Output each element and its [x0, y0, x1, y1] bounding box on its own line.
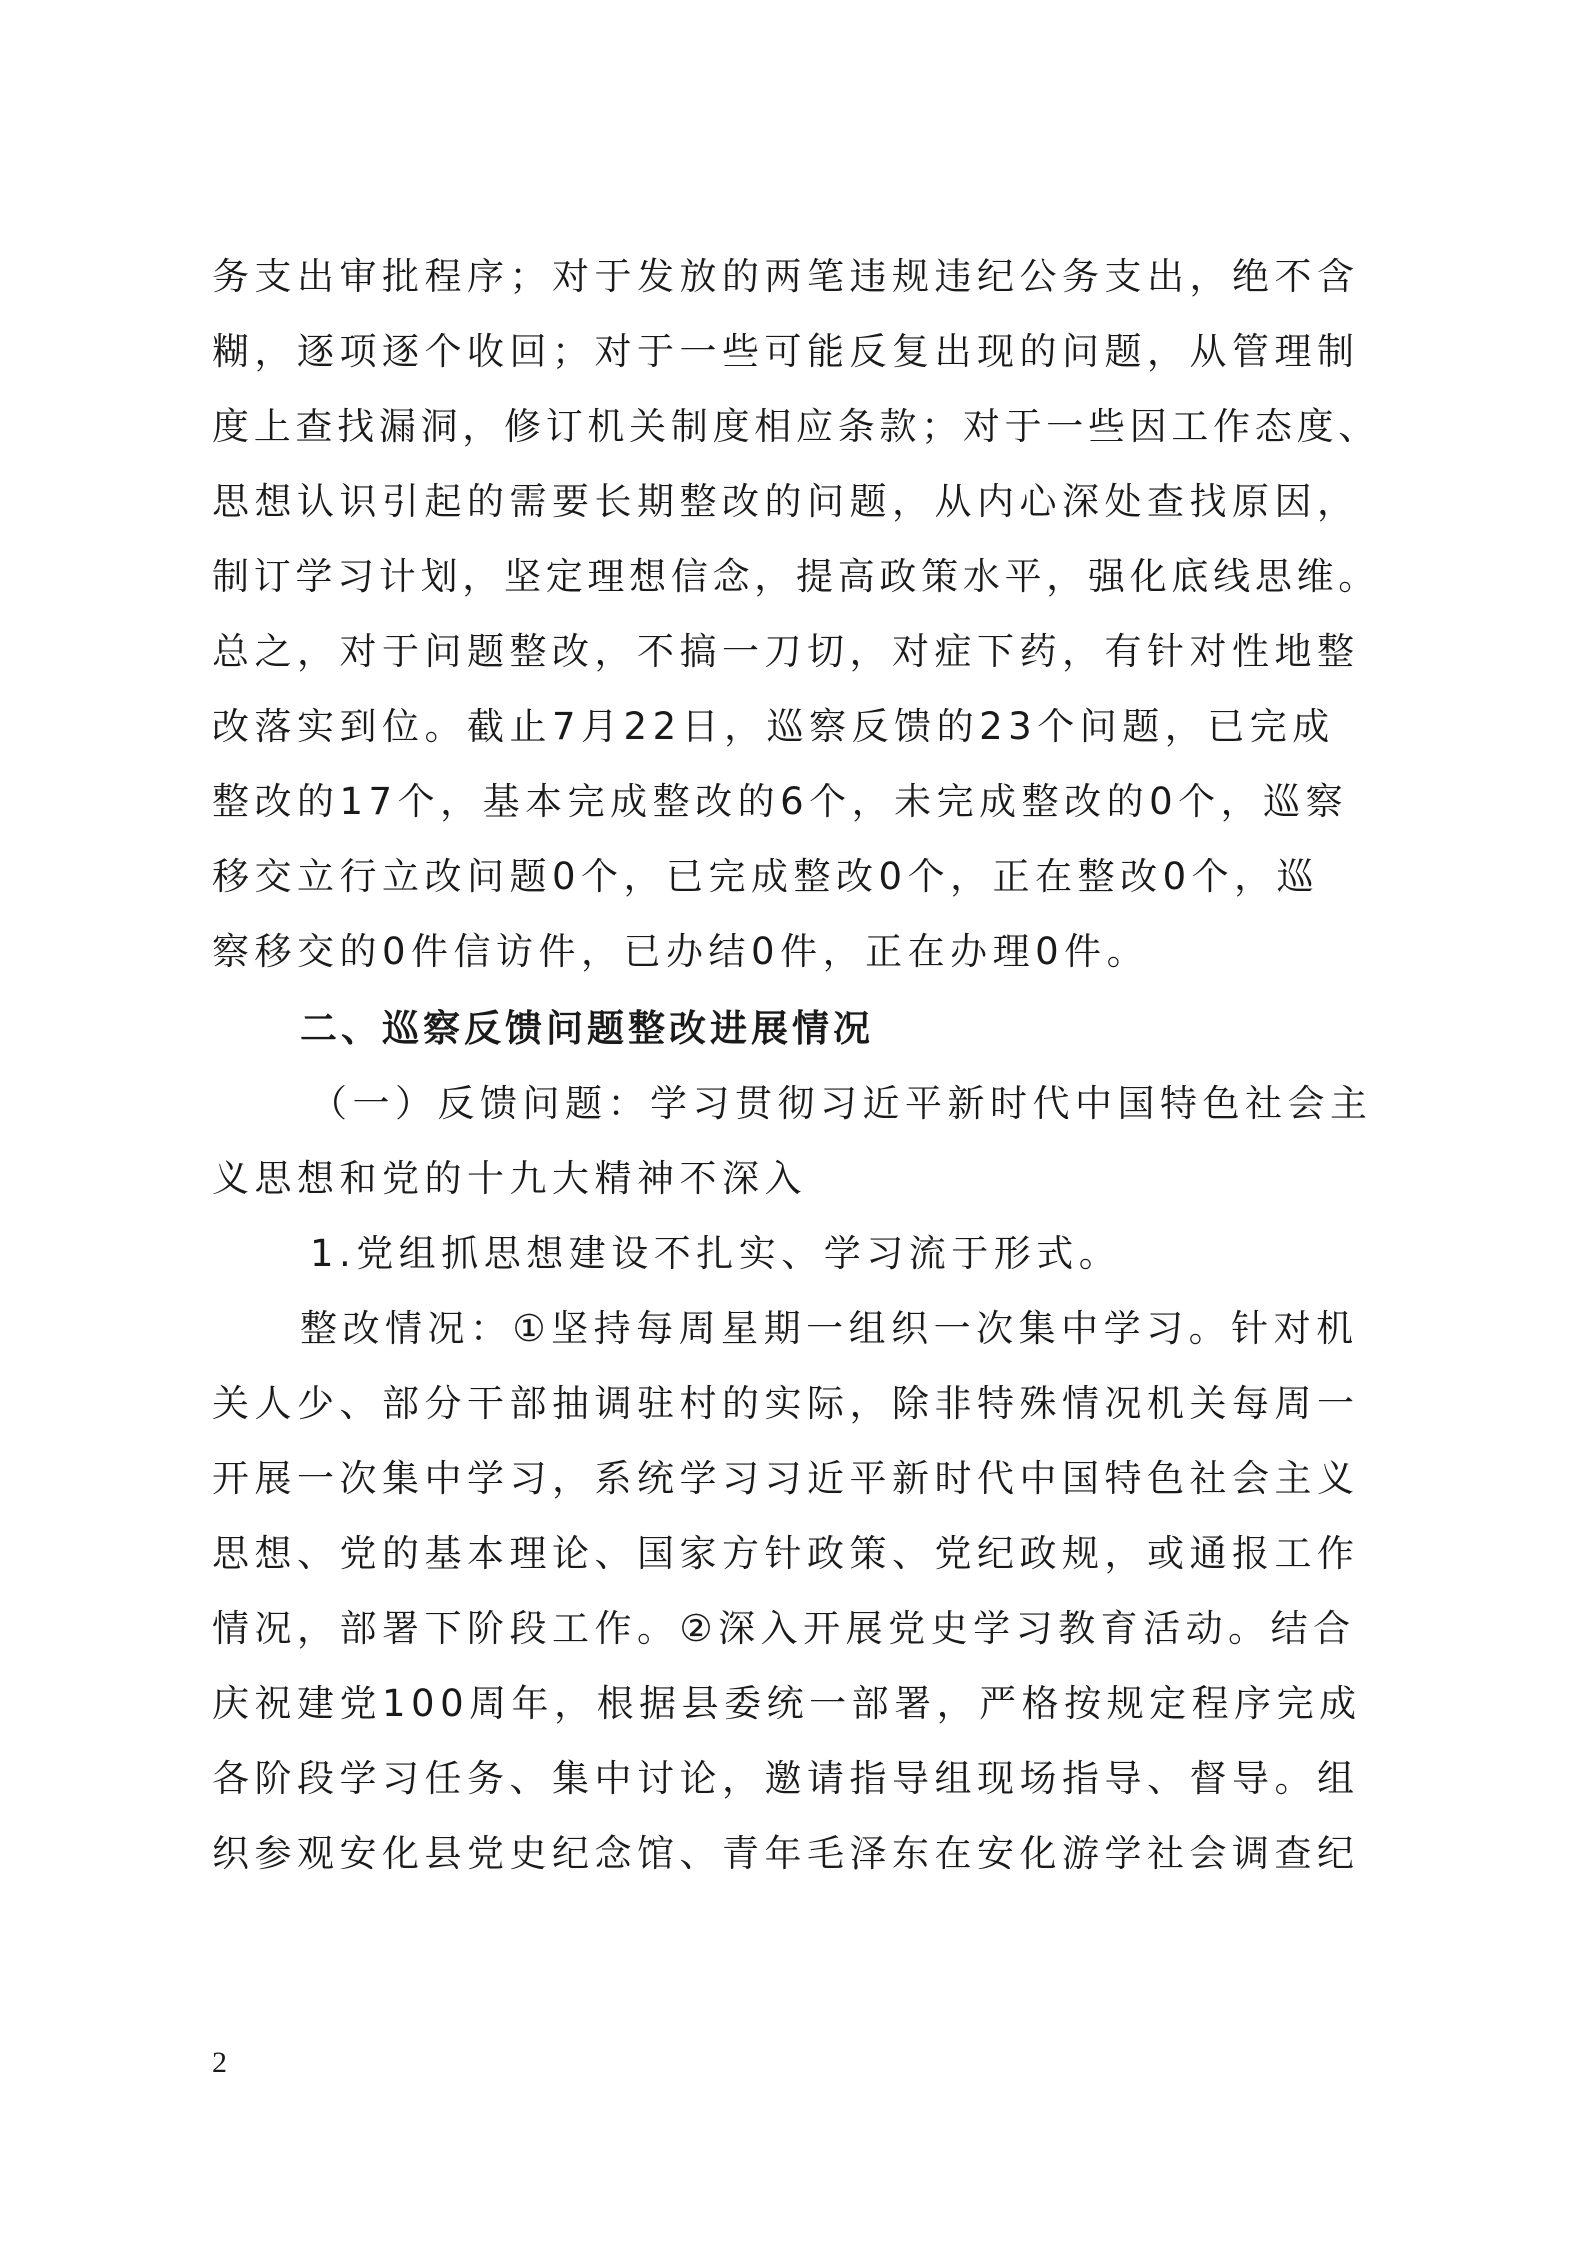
body-line-9: 移交立行立改问题0个，已完成整改0个，正在整改0个，巡	[212, 855, 1320, 898]
rectification-line-6: 庆祝建党100周年，根据县委统一部署，严格按规定程序完成	[212, 1682, 1362, 1725]
body-line-1: 务支出审批程序；对于发放的两笔违规违纪公务支出，绝不含	[212, 255, 1360, 298]
section-heading: 二、巡察反馈问题整改进展情况	[300, 1007, 874, 1050]
rectification-line-3: 开展一次集中学习，系统学习习近平新时代中国特色社会主义	[212, 1457, 1360, 1500]
rectification-line-2: 关人少、部分干部抽调驻村的实际，除非特殊情况机关每周一	[212, 1382, 1360, 1425]
body-line-5: 制订学习计划，坚定理想信念，提高政策水平，强化底线思维。	[212, 555, 1380, 598]
subsection-heading-line-1: （一）反馈问题：学习贯彻习近平新时代中国特色社会主	[310, 1082, 1373, 1125]
body-line-6: 总之，对于问题整改，不搞一刀切，对症下药，有针对性地整	[212, 630, 1360, 673]
subsection-heading-line-2: 义思想和党的十九大精神不深入	[212, 1157, 807, 1200]
body-line-7: 改落实到位。截止7月22日，巡察反馈的23个问题，已完成	[212, 705, 1335, 748]
item-title: 1.党组抓思想建设不扎实、学习流于形式。	[310, 1232, 1122, 1275]
rectification-line-5: 情况，部署下阶段工作。②深入开展党史学习教育活动。结合	[212, 1607, 1356, 1650]
body-line-8: 整改的17个，基本完成整改的6个，未完成整改的0个，巡察	[212, 780, 1349, 823]
body-line-10: 察移交的0件信访件，已办结0件，正在办理0件。	[212, 930, 1150, 973]
rectification-line-1: 整改情况：①坚持每周星期一组织一次集中学习。针对机	[300, 1307, 1359, 1350]
rectification-line-8: 织参观安化县党史纪念馆、青年毛泽东在安化游学社会调查纪	[212, 1832, 1360, 1875]
rectification-line-7: 各阶段学习任务、集中讨论，邀请指导组现场指导、督导。组	[212, 1757, 1360, 1800]
body-line-2: 糊，逐项逐个收回；对于一些可能反复出现的问题，从管理制	[212, 330, 1360, 373]
body-line-3: 度上查找漏洞，修订机关制度相应条款；对于一些因工作态度、	[212, 405, 1380, 448]
body-line-4: 思想认识引起的需要长期整改的问题，从内心深处查找原因，	[212, 480, 1360, 523]
page-number: 2	[212, 2046, 227, 2079]
rectification-line-4: 思想、党的基本理论、国家方针政策、党纪政规，或通报工作	[212, 1532, 1360, 1575]
